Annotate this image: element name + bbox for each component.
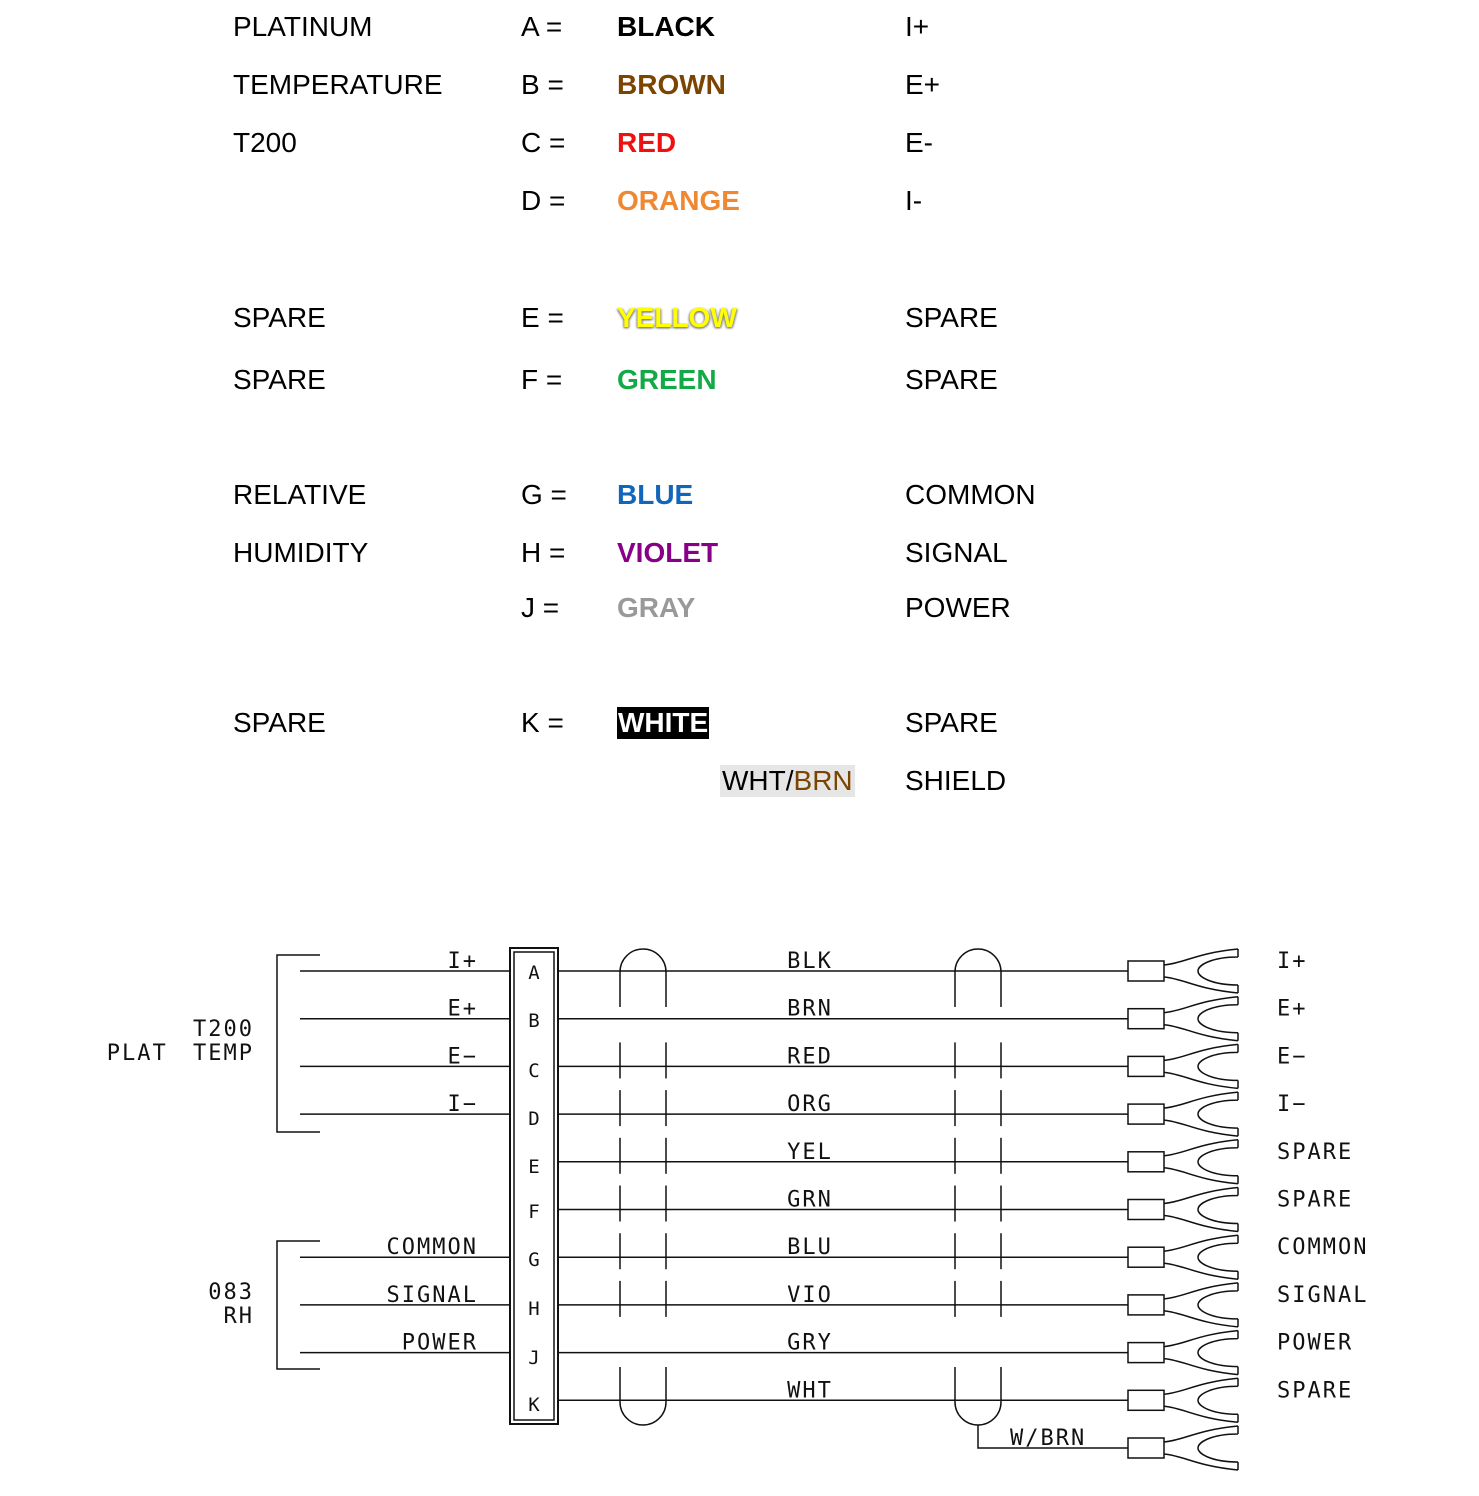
terminal-ferrule bbox=[1128, 1056, 1164, 1076]
shield-drain-label: W/BRN bbox=[1010, 1426, 1087, 1451]
shield-left-bottom bbox=[620, 1367, 666, 1425]
function-label: SHIELD bbox=[905, 765, 1007, 796]
function-label: I- bbox=[905, 185, 923, 216]
terminal-ferrule bbox=[1128, 1390, 1164, 1410]
rh-label-line2: RH bbox=[223, 1304, 254, 1329]
terminal-ferrule bbox=[1128, 1295, 1164, 1315]
shield-right-bottom bbox=[955, 1367, 1001, 1425]
group-label: SPARE bbox=[233, 707, 326, 738]
spade-lug bbox=[1164, 1235, 1238, 1279]
input-label: E− bbox=[447, 1044, 478, 1070]
spade-lug bbox=[1164, 1331, 1238, 1375]
wire-color-abbrev: VIO bbox=[787, 1282, 833, 1308]
wire-color-red: RED bbox=[617, 127, 677, 158]
pin-label: B = bbox=[521, 69, 564, 100]
group-label: SPARE bbox=[233, 302, 326, 333]
wire-color-abbrev: RED bbox=[787, 1044, 833, 1070]
terminal-label: SPARE bbox=[1277, 1187, 1354, 1213]
function-label: POWER bbox=[905, 592, 1011, 623]
terminal-ferrule bbox=[1128, 1009, 1164, 1029]
wire-color-gray: GRAY bbox=[617, 592, 696, 623]
function-label: SPARE bbox=[905, 707, 998, 738]
wire-color-abbrev: GRN bbox=[787, 1187, 833, 1213]
pin-label: J = bbox=[521, 592, 560, 623]
function-label: E- bbox=[905, 127, 933, 158]
group-label: SPARE bbox=[233, 364, 326, 395]
terminal-ferrule bbox=[1128, 1152, 1164, 1172]
function-label: I+ bbox=[905, 11, 930, 42]
t200-label-line1: T200 bbox=[193, 1017, 254, 1042]
terminal-label: SIGNAL bbox=[1277, 1282, 1369, 1308]
wire-color-orange: ORANGE bbox=[617, 185, 740, 216]
group-label: TEMPERATURE bbox=[233, 69, 443, 100]
function-label: COMMON bbox=[905, 479, 1036, 510]
input-label: SIGNAL bbox=[386, 1282, 478, 1308]
t200-bracket bbox=[277, 955, 320, 1132]
function-label: SPARE bbox=[905, 364, 998, 395]
pin-label: C = bbox=[521, 127, 566, 158]
shield-left-top bbox=[620, 949, 666, 1007]
group-label: HUMIDITY bbox=[233, 537, 369, 568]
terminal-ferrule bbox=[1128, 961, 1164, 981]
pin-label: A = bbox=[521, 11, 563, 42]
input-label: POWER bbox=[401, 1330, 478, 1356]
input-label: E+ bbox=[447, 996, 478, 1022]
spade-lug bbox=[1164, 1283, 1238, 1327]
connector-pin-label: G bbox=[528, 1249, 540, 1271]
terminal-label: SPARE bbox=[1277, 1378, 1354, 1404]
shield-right-top bbox=[955, 949, 1001, 1007]
pin-label: G = bbox=[521, 479, 567, 510]
terminal-label: I− bbox=[1277, 1092, 1308, 1118]
shield-white-part: WHT/ bbox=[722, 765, 794, 796]
wire-color-abbrev: YEL bbox=[787, 1139, 833, 1165]
wire-color-blue: BLUE bbox=[617, 479, 694, 510]
connector-pin-label: C bbox=[528, 1060, 540, 1082]
wire-color-abbrev: WHT bbox=[787, 1378, 833, 1404]
wire-color-abbrev: BLU bbox=[787, 1235, 833, 1261]
wire-color-green: GREEN bbox=[617, 364, 717, 395]
connector-pin-label: K bbox=[528, 1394, 540, 1416]
connector-pin-label: H bbox=[528, 1298, 540, 1320]
spade-lug bbox=[1164, 949, 1238, 993]
input-label: I− bbox=[447, 1092, 478, 1118]
pin-label: E = bbox=[521, 302, 564, 333]
terminal-ferrule bbox=[1128, 1200, 1164, 1220]
wire-color-white: WHITE bbox=[618, 707, 709, 738]
spade-lug bbox=[1164, 1092, 1238, 1136]
wire-color-abbrev: BRN bbox=[787, 996, 833, 1022]
connector-pin-label: B bbox=[528, 1010, 540, 1032]
terminal-label: COMMON bbox=[1277, 1235, 1369, 1261]
pin-label: F = bbox=[521, 364, 563, 395]
pin-label: H = bbox=[521, 537, 566, 568]
connector-pin-label: A bbox=[528, 962, 540, 984]
terminal-label: E+ bbox=[1277, 996, 1308, 1022]
group-label: RELATIVE bbox=[233, 479, 367, 510]
terminal-ferrule bbox=[1128, 1343, 1164, 1363]
wire-color-violet: VIOLET bbox=[617, 537, 719, 568]
pin-label: D = bbox=[521, 185, 566, 216]
spade-lug bbox=[1164, 1426, 1238, 1470]
connector-pin-label: D bbox=[528, 1108, 540, 1130]
input-label: COMMON bbox=[386, 1235, 478, 1261]
t200-label-line2: PLAT TEMP bbox=[106, 1041, 254, 1066]
terminal-ferrule bbox=[1128, 1104, 1164, 1124]
pin-label: K = bbox=[521, 707, 564, 738]
spade-lug bbox=[1164, 1044, 1238, 1088]
spade-lug bbox=[1164, 1140, 1238, 1184]
group-label: PLATINUM bbox=[233, 11, 373, 42]
wire-color-abbrev: ORG bbox=[787, 1092, 833, 1118]
connector-pin-label: J bbox=[528, 1347, 540, 1369]
terminal-ferrule bbox=[1128, 1438, 1164, 1458]
function-label: E+ bbox=[905, 69, 941, 100]
terminal-label: POWER bbox=[1277, 1330, 1354, 1356]
terminal-ferrule bbox=[1128, 1247, 1164, 1267]
terminal-label: E− bbox=[1277, 1044, 1308, 1070]
spade-lug bbox=[1164, 1378, 1238, 1422]
connector-pin-label: E bbox=[528, 1156, 540, 1178]
spade-lug bbox=[1164, 997, 1238, 1041]
function-label: SPARE bbox=[905, 302, 998, 333]
terminal-label: I+ bbox=[1277, 949, 1308, 974]
rh-label-line1: 083 bbox=[208, 1280, 254, 1305]
wire-color-abbrev: BLK bbox=[787, 949, 833, 974]
wire-color-yellow: YELLOW bbox=[617, 302, 737, 333]
group-label: T200 bbox=[233, 127, 297, 158]
wire-color-abbrev: GRY bbox=[787, 1330, 833, 1356]
spade-lug bbox=[1164, 1188, 1238, 1232]
function-label: SIGNAL bbox=[905, 537, 1008, 568]
wire-color-black: BLACK bbox=[617, 11, 715, 42]
shield-brown-part: BRN bbox=[793, 765, 853, 796]
diagram-dynamic bbox=[300, 949, 1368, 1470]
wire-color-brown: BROWN bbox=[617, 69, 726, 100]
terminal-label: SPARE bbox=[1277, 1139, 1354, 1165]
connector-pin-label: F bbox=[528, 1201, 540, 1223]
input-label: I+ bbox=[447, 949, 478, 974]
